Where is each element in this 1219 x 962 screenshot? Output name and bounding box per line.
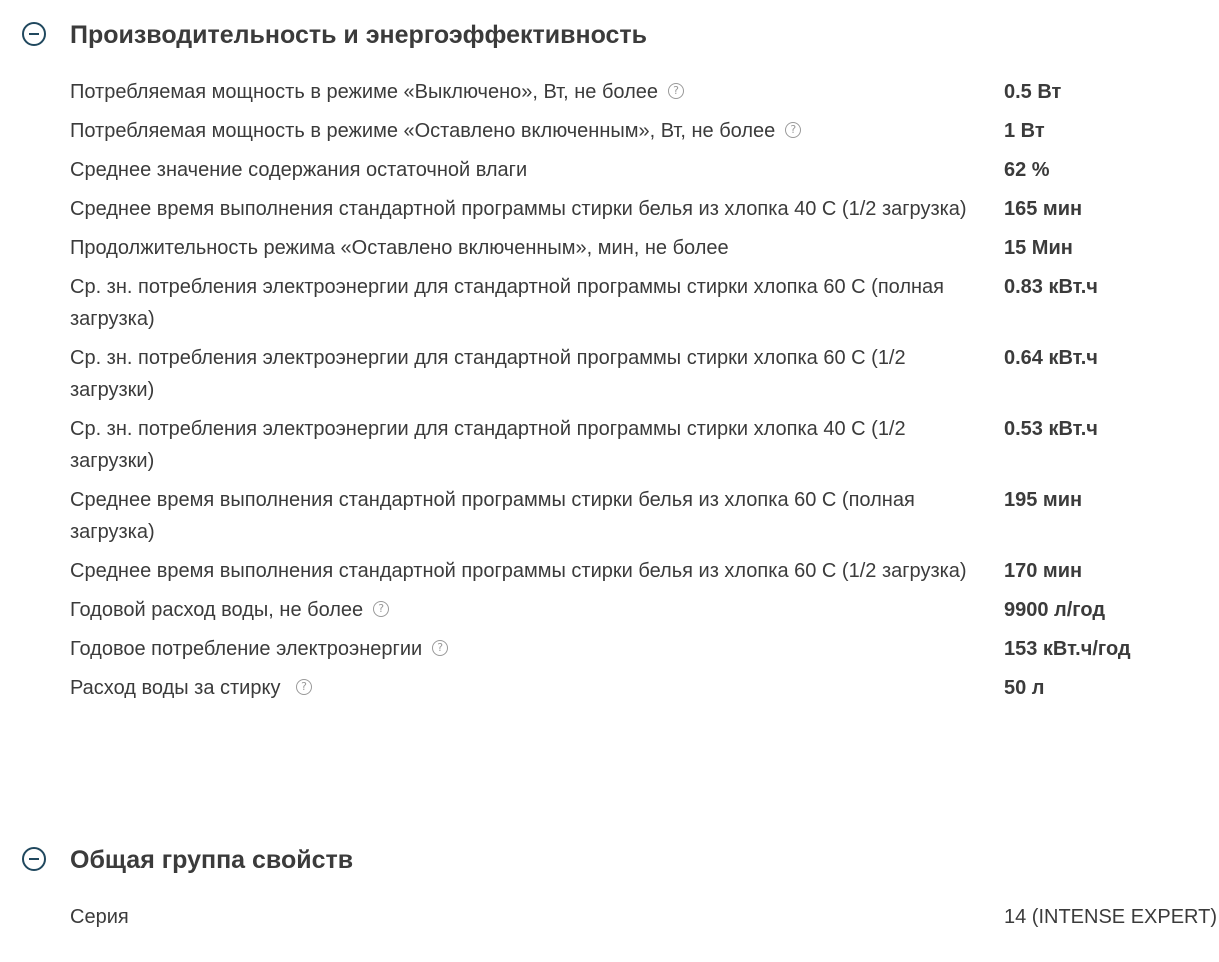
property-name: [70, 193, 980, 225]
collapse-minus-icon[interactable]: [22, 847, 46, 871]
property-row: [70, 594, 1219, 633]
property-name: [70, 594, 980, 626]
property-name-text: Среднее время выполнения стандартной программы стирки белья из хлопка 40 С (1/2 загрузка): [70, 198, 967, 220]
property-row: [70, 633, 1219, 672]
property-name: [70, 633, 980, 665]
property-value: 9900 л/год: [1004, 599, 1106, 621]
property-row: [70, 413, 1219, 484]
property-name: [70, 672, 980, 704]
section-title: Общая группа свойств: [70, 846, 354, 874]
section-header-performance[interactable]: [0, 18, 1219, 52]
property-name: [70, 342, 980, 406]
property-row: [70, 484, 1219, 555]
property-name: [70, 555, 980, 587]
property-name: [70, 901, 980, 933]
property-row: [70, 342, 1219, 413]
property-row: [70, 901, 1219, 940]
property-name-text: Потребляемая мощность в режиме «Выключено», Вт, не более: [70, 81, 658, 103]
property-row: [70, 76, 1219, 115]
property-value: 1 Вт: [1004, 120, 1045, 142]
property-name-text: Серия: [70, 906, 129, 928]
property-row: [70, 555, 1219, 594]
property-value: 0.64 кВт.ч: [1004, 347, 1098, 369]
property-value: 195 мин: [1004, 489, 1083, 511]
property-name: [70, 154, 980, 186]
property-value: 153 кВт.ч/год: [1004, 638, 1131, 660]
property-name-text: Продолжительность режима «Оставлено включенным», мин, не более: [70, 237, 729, 259]
question-circle-icon[interactable]: ?: [432, 640, 448, 656]
property-value: 14 (INTENSE EXPERT): [1004, 906, 1218, 928]
property-name-text: Среднее время выполнения стандартной программы стирки белья из хлопка 60 С (полная загрузка): [70, 489, 915, 543]
property-name: [70, 413, 980, 477]
property-value: 0.53 кВт.ч: [1004, 418, 1098, 440]
property-row: [70, 115, 1219, 154]
property-row: [70, 672, 1219, 711]
property-name-text: Ср. зн. потребления электроэнергии для стандартной программы стирки хлопка 60 С (полная загрузка): [70, 276, 944, 330]
property-row: [70, 193, 1219, 232]
question-circle-icon[interactable]: ?: [668, 83, 684, 99]
question-circle-icon[interactable]: ?: [785, 122, 801, 138]
property-name: [70, 271, 980, 335]
property-name-text: Ср. зн. потребления электроэнергии для стандартной программы стирки хлопка 60 С (1/2 загрузки): [70, 347, 906, 401]
collapse-minus-icon[interactable]: [22, 22, 46, 46]
property-row: [70, 232, 1219, 271]
property-name: [70, 76, 980, 108]
property-name-text: Годовое потребление электроэнергии: [70, 638, 423, 660]
property-row: [70, 271, 1219, 342]
property-row: [70, 154, 1219, 193]
properties-list: [70, 901, 1219, 940]
property-value: 165 мин: [1004, 198, 1083, 220]
properties-list: [70, 76, 1219, 711]
section-title: Производительность и энергоэффективность: [70, 21, 648, 49]
property-name: [70, 115, 980, 147]
property-name: [70, 484, 980, 548]
property-name-text: Потребляемая мощность в режиме «Оставлено включенным», Вт, не более: [70, 120, 776, 142]
question-circle-icon[interactable]: ?: [373, 601, 389, 617]
property-value: 50 л: [1004, 677, 1045, 699]
property-name-text: Среднее время выполнения стандартной программы стирки белья из хлопка 60 С (1/2 загрузка): [70, 560, 967, 582]
property-value: 62 %: [1004, 159, 1050, 181]
property-value: 0.83 кВт.ч: [1004, 276, 1098, 298]
property-name-text: Расход воды за стирку: [70, 677, 287, 699]
property-value: 0.5 Вт: [1004, 81, 1062, 103]
property-name-text: Ср. зн. потребления электроэнергии для стандартной программы стирки хлопка 40 С (1/2 загрузки): [70, 418, 906, 472]
property-value: 15 Мин: [1004, 237, 1073, 259]
property-name-text: Среднее значение содержания остаточной влаги: [70, 159, 528, 181]
section-header-general[interactable]: [0, 843, 1219, 877]
property-name-text: Годовой расход воды, не более: [70, 599, 364, 621]
property-value: 170 мин: [1004, 560, 1083, 582]
property-name: [70, 232, 980, 264]
question-circle-icon[interactable]: ?: [296, 679, 312, 695]
